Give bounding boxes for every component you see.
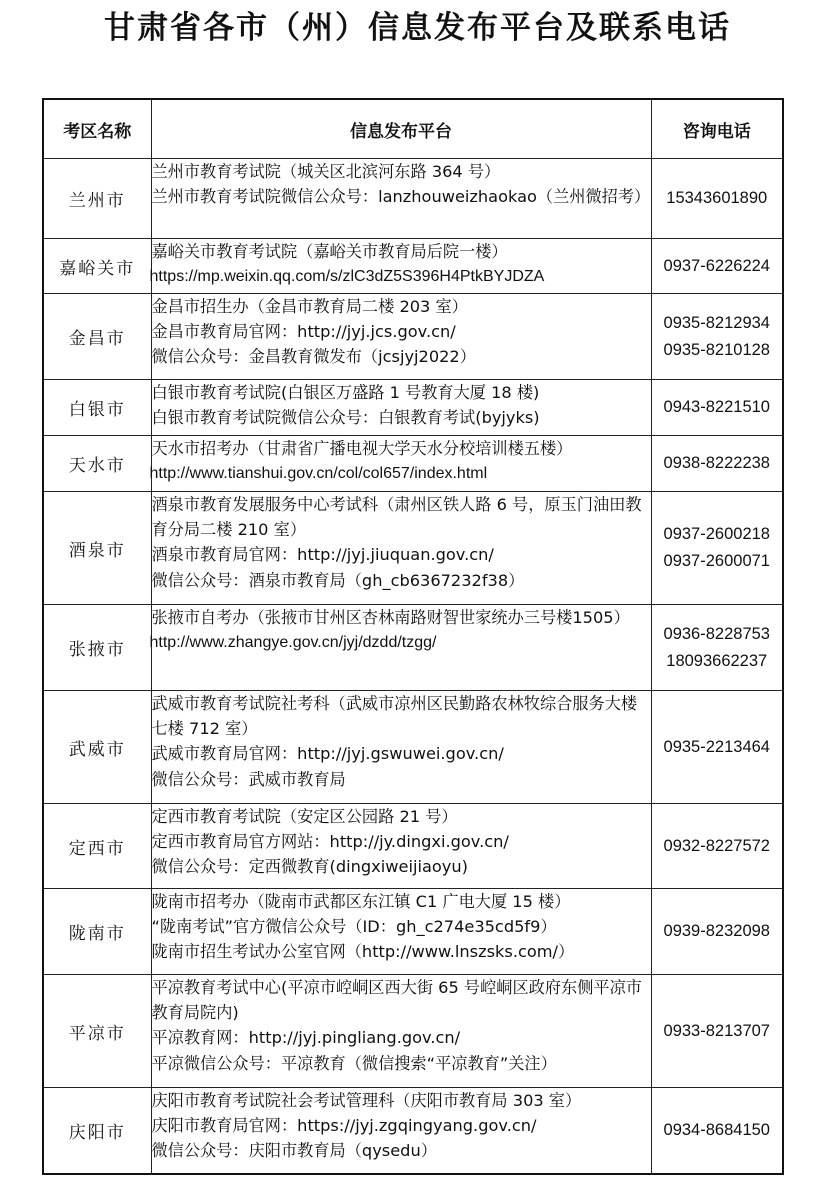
phone-number: 0935-8210128: [663, 340, 770, 359]
platform-text-line: 金昌市招生办（金昌市教育局二楼 203 室）: [151, 297, 468, 316]
platform-cell: [151, 691, 651, 804]
table-row: [43, 804, 783, 889]
phone-cell: [651, 380, 783, 436]
platform-cell: [151, 975, 651, 1088]
city-name-cell: 陇南市: [43, 889, 151, 975]
city-name-cell: 天水市: [43, 436, 151, 492]
platform-text-line: 陇南市招生考试办公室官网（http://www.lnszsks.com/）: [151, 942, 575, 962]
city-name-cell: 平凉市: [43, 975, 151, 1088]
platform-text-line: 白银市教育考试院(白银区万盛路 1 号教育大厦 18 楼): [151, 383, 540, 402]
platform-text-line: 微信公众号：庆阳市教育局（qysedu）: [151, 1141, 437, 1161]
city-name-cell: 武威市: [43, 691, 151, 804]
phone-number: 0932-8227572: [663, 836, 770, 855]
platform-cell: [151, 294, 651, 380]
city-name-cell: 酒泉市: [43, 492, 151, 605]
platform-text-line: 白银市教育考试院微信公众号：白银教育考试(byjyks): [151, 408, 540, 428]
platform-cell: [151, 380, 651, 436]
phone-number: 0933-8213707: [663, 1021, 770, 1040]
platform-link[interactable]: https://mp.weixin.qq.com/s/zlC3dZ5S396H4PtkBYJDZA: [149, 268, 545, 286]
platform-cell: [151, 436, 651, 492]
platform-text-line: 平凉教育考试中心(平凉市崆峒区西大街 65 号崆峒区政府东侧平凉市教育局院内): [151, 978, 642, 1023]
platform-text-line: 定西市教育考试院（安定区公园路 21 号）: [151, 807, 458, 826]
platform-text-line: “陇南考试”官方微信公众号（ID：gh_c274e35cd5f9）: [151, 917, 557, 937]
phone-cell: [651, 804, 783, 889]
platform-text-line: 定西市教育局官方网站：http://jy.dingxi.gov.cn/: [151, 832, 509, 852]
platform-text-line: 武威市教育考试院社考科（武威市凉州区民勤路农林牧综合服务大楼七楼 712 室）: [151, 694, 638, 739]
platform-text-line: 平凉微信公众号：平凉教育（微信搜索“平凉教育”关注）: [151, 1053, 557, 1073]
platform-text-line: 酒泉市教育局官网：http://jyj.jiuquan.gov.cn/: [151, 545, 494, 565]
city-name-cell: 嘉峪关市: [43, 239, 151, 294]
table-row: [43, 294, 783, 380]
platform-cell: [151, 239, 651, 294]
platform-cell: [151, 889, 651, 975]
table-row: [43, 975, 783, 1088]
table-header-row: [43, 99, 783, 159]
platform-text-line: 平凉教育网：http://jyj.pingliang.gov.cn/: [151, 1028, 461, 1048]
platform-text-line: 金昌市教育局官网：http://jyj.jcs.gov.cn/: [151, 322, 456, 342]
header-phone: 咨询电话: [651, 99, 783, 159]
platform-text-line: 微信公众号：武威市教育局: [151, 769, 346, 789]
phone-cell: [651, 294, 783, 380]
city-name-cell: 庆阳市: [43, 1088, 151, 1174]
platform-text-line: 陇南市招考办（陇南市武都区东江镇 C1 广电大厦 15 楼）: [151, 892, 571, 911]
header-platform: 信息发布平台: [151, 99, 651, 159]
platform-text-line: 兰州市教育考试院微信公众号：lanzhouweizhaokao（兰州微招考）: [151, 187, 651, 207]
city-name-cell: 金昌市: [43, 294, 151, 380]
platform-cell: [151, 1088, 651, 1174]
phone-cell: [651, 691, 783, 804]
platform-cell: [151, 492, 651, 605]
phone-cell: [651, 889, 783, 975]
platform-cell: [151, 804, 651, 889]
platform-text-line: 嘉峪关市教育考试院（嘉峪关市教育局后院一楼）: [151, 242, 508, 261]
page-title: 甘肃省各市（州）信息发布平台及联系电话: [104, 10, 731, 46]
table-row: [43, 239, 783, 294]
platform-text-line: 张掖市自考办（张掖市甘州区杏林南路财智世家统办三号楼1505）: [151, 608, 630, 627]
table-row: [43, 691, 783, 804]
platform-cell: [151, 159, 651, 239]
table-row: [43, 436, 783, 492]
phone-number: 15343601890: [666, 189, 768, 207]
phone-number: 0937-2600071: [663, 552, 770, 570]
platform-text-line: 微信公众号：金昌教育微发布（jcsjyj2022）: [151, 347, 476, 367]
phone-number: 0938-8222238: [663, 454, 770, 472]
phone-cell: [651, 1088, 783, 1174]
table-row: [43, 492, 783, 605]
platform-cell: [151, 605, 651, 691]
platform-text-line: 庆阳市教育局官网：https://jyj.zgqingyang.gov.cn/: [151, 1116, 537, 1136]
city-name-cell: 定西市: [43, 804, 151, 889]
table-row: [43, 159, 783, 239]
platform-text-line: 武威市教育局官网：http://jyj.gswuwei.gov.cn/: [151, 744, 504, 764]
phone-number: 0935-8212934: [663, 313, 770, 332]
platform-text-line: 兰州市教育考试院（城关区北滨河东路 364 号）: [151, 162, 501, 181]
header-city: 考区名称: [43, 99, 151, 159]
city-name-cell: 兰州市: [43, 159, 151, 239]
phone-number: 18093662237: [666, 651, 768, 670]
phone-cell: [651, 492, 783, 605]
city-name-cell: 白银市: [43, 380, 151, 436]
platform-link[interactable]: http://www.zhangye.gov.cn/jyj/dzdd/tzgg/: [149, 634, 437, 652]
platform-text-line: 庆阳市教育考试院社会考试管理科（庆阳市教育局 303 室）: [151, 1091, 582, 1110]
table-row: [43, 605, 783, 691]
city-name-cell: 张掖市: [43, 605, 151, 691]
phone-cell: [651, 436, 783, 492]
platform-text-line: 酒泉市教育发展服务中心考试科（肃州区铁人路 6 号，原玉门油田教育分局二楼 210 室）: [151, 495, 642, 540]
table-row: [43, 889, 783, 975]
phone-number: 0939-8232098: [663, 922, 770, 940]
table-body: [43, 159, 783, 1174]
phone-number: 0937-6226224: [663, 256, 770, 275]
platform-link[interactable]: http://www.tianshui.gov.cn/col/col657/index.html: [149, 465, 488, 483]
platform-text-line: 微信公众号：酒泉市教育局（gh_cb6367232f38）: [151, 570, 525, 590]
phone-number: 0937-2600218: [663, 525, 770, 543]
phone-number: 0936-8228753: [663, 624, 770, 643]
info-table: [42, 98, 784, 1175]
table-row: [43, 1088, 783, 1174]
phone-cell: [651, 975, 783, 1088]
phone-cell: [651, 605, 783, 691]
platform-text-line: 微信公众号：定西微教育(dingxiweijiaoyu): [151, 857, 468, 877]
platform-text-line: 天水市招考办（甘肃省广播电视大学天水分校培训楼五楼）: [151, 439, 573, 458]
phone-cell: [651, 239, 783, 294]
table-row: [43, 380, 783, 436]
phone-number: 0943-8221510: [663, 398, 770, 416]
phone-number: 0935-2213464: [663, 737, 770, 756]
phone-cell: [651, 159, 783, 239]
phone-number: 0934-8684150: [663, 1120, 770, 1139]
